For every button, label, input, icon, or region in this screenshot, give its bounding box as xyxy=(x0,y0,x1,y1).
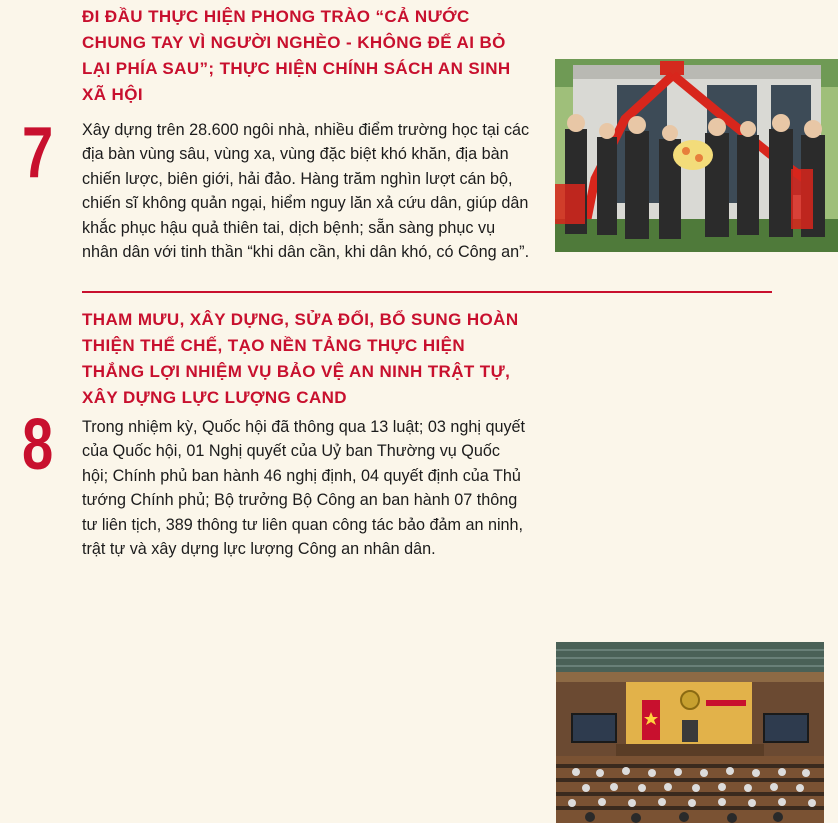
house-handover-photo xyxy=(555,59,838,252)
section-number: 8 xyxy=(22,405,54,485)
section-heading: THAM MƯU, XÂY DỰNG, SỬA ĐỔI, BỔ SUNG HOÀN THIỆN THỂ CHẾ, TẠO NỀN TẢNG THỰC HIỆN THẮNG LỢI NHIỆM VỤ BẢO VỆ AN NINH TRẬT TỰ, XÂY DỰNG LỰC LƯỢNG CAND xyxy=(82,310,519,407)
section-number: 7 xyxy=(22,113,54,193)
section-7 xyxy=(0,0,838,292)
national-assembly-hall-photo xyxy=(556,642,824,823)
section-body: Xây dựng trên 28.600 ngôi nhà, nhiều điểm trường học tại các địa bàn vùng sâu, vùng xa, vùng đặc biệt khó khăn, địa bàn chiến lược, biên giới, hải đảo. Hàng trăm nghìn lượt cán bộ, chiến sĩ không quản ngại, hiểm nguy lăn xả cứu dân, giúp dân khắc phục hậu quả thiên tai, dịch bệnh; sẵn sàng phục vụ nhân dân với tinh thần “khi dân cần, khi dân khó, có Công an”. xyxy=(82,121,530,262)
section-heading: ĐI ĐẦU THỰC HIỆN PHONG TRÀO “CẢ NƯỚC CHUNG TAY VÌ NGƯỜI NGHÈO - KHÔNG ĐỂ AI BỎ LẠI PHÍA SAU”; THỰC HIỆN CHÍNH SÁCH AN SINH XÃ HỘI xyxy=(82,7,511,104)
section-body: Trong nhiệm kỳ, Quốc hội đã thông qua 13 luật; 03 nghị quyết của Quốc hội, 01 Nghị quyết của Uỷ ban Thường vụ Quốc hội; Chính phủ ban hành 46 nghị định, 04 quyết định của Thủ tướng Chính phủ; Bộ trưởng Bộ Công an ban hành 07 thông tư liên tịch, 389 thông tư liên quan công tác bảo đảm an ninh, trật tự và xây dựng lực lượng Công an nhân dân. xyxy=(82,418,526,559)
section-8 xyxy=(0,293,838,587)
